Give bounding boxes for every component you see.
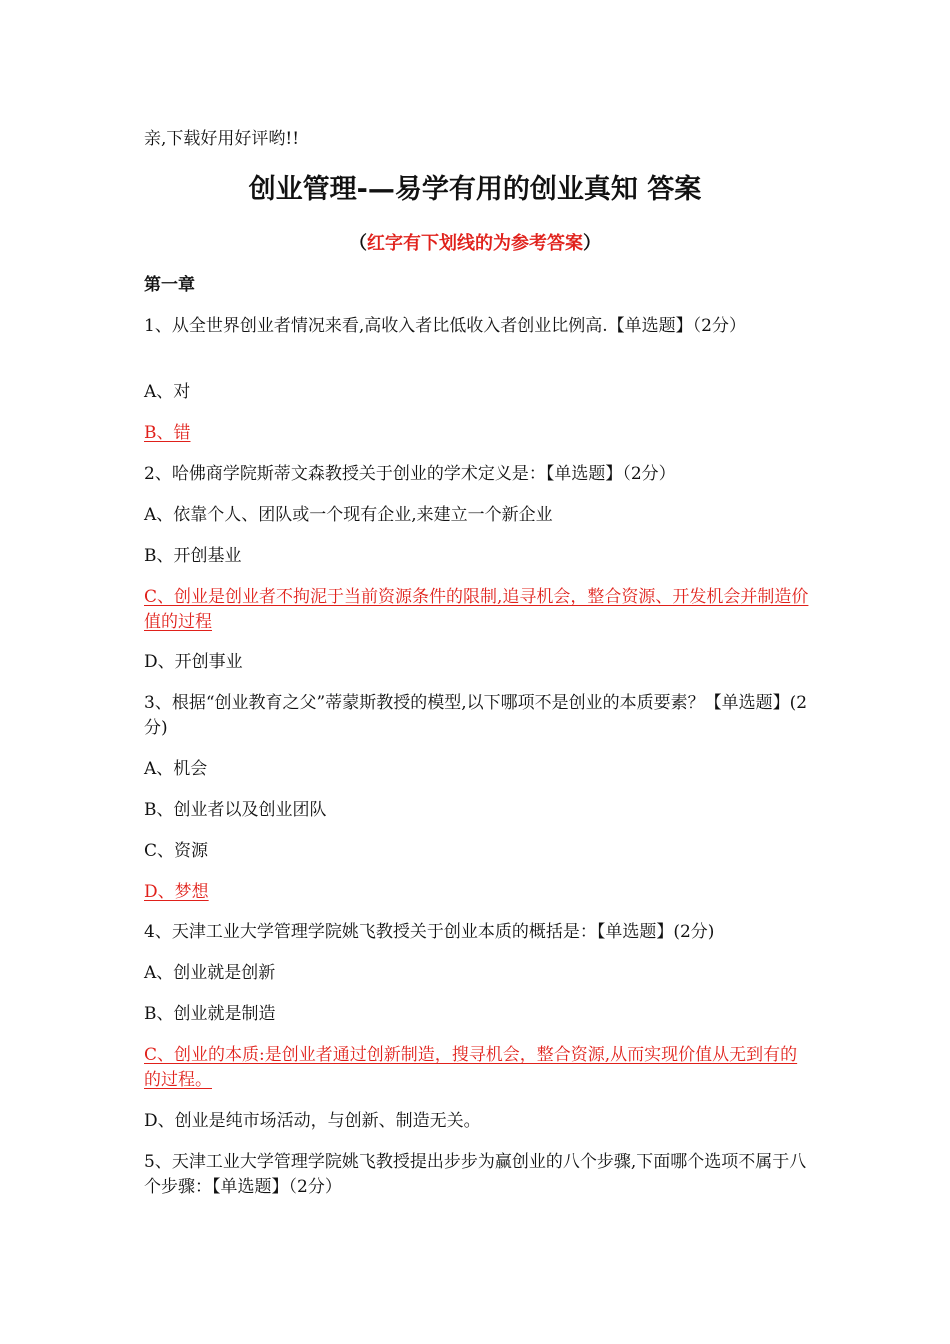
q3-option-d-answer: D、梦想 [144,882,209,902]
question-2: 2、哈佛商学院斯蒂文森教授关于创业的学术定义是：【单选题】（2分） [144,464,676,484]
question-3: 3、根据“创业教育之父”蒂蒙斯教授的模型,以下哪项不是创业的本质要素？【单选题】(2分) [144,693,808,738]
q1-option-a: A、对 [144,382,191,402]
greeting-text: 亲,下载好用好评哟!! [144,129,300,149]
q2-option-c-answer: C、创业是创业者不拘泥于当前资源条件的限制,追寻机会，整合资源、开发机会并制造价值的过程 [144,587,809,632]
q3-option-a: A、机会 [144,759,208,779]
question-5: 5、天津工业大学管理学院姚飞教授提出步步为赢创业的八个步骤,下面哪个选项不属于八个步骤：【单选题】（2分） [144,1152,807,1197]
q1-option-b-answer: B、错 [144,423,191,443]
q4-option-a: A、创业就是创新 [144,963,276,983]
q2-option-a: A、依靠个人、团队或一个现有企业,来建立一个新企业 [144,505,553,525]
answer-note [0,230,950,258]
q2-option-d: D、开创事业 [144,652,243,672]
chapter-heading: 第一章 [144,275,195,295]
note-open-paren: （ [349,233,367,254]
note-text: 红字有下划线的为参考答案 [367,233,583,254]
q2-option-b: B、开创基业 [144,546,242,566]
question-1: 1、从全世界创业者情况来看,高收入者比低收入者创业比例高.【单选题】（2分） [144,316,746,336]
question-4: 4、天津工业大学管理学院姚飞教授关于创业本质的概括是：【单选题】(2分) [144,922,715,942]
q4-option-d: D、创业是纯市场活动，与创新、制造无关。 [144,1111,481,1131]
q3-option-c: C、资源 [144,841,209,861]
q3-option-b: B、创业者以及创业团队 [144,800,327,820]
q4-option-c-answer: C、创业的本质:是创业者通过创新制造，搜寻机会，整合资源,从而实现价值从无到有的的过程。 [144,1045,798,1090]
document-title: 创业管理-—易学有用的创业真知 答案 [248,174,702,205]
note-close-paren: ） [583,233,601,254]
q4-option-b: B、创业就是制造 [144,1004,276,1024]
